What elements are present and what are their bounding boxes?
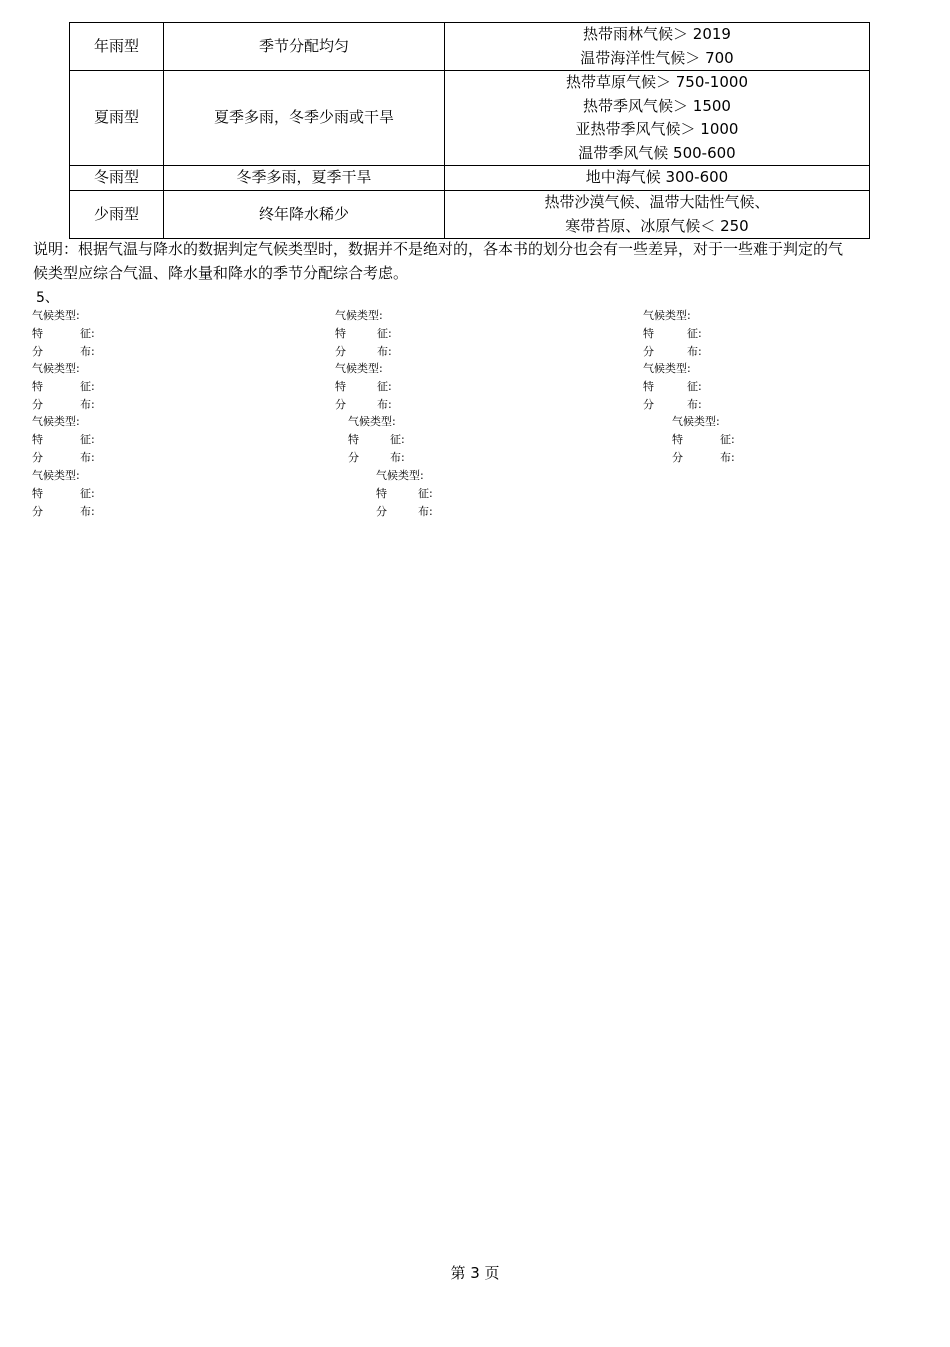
precip-type-cell: 少雨型 <box>70 191 164 239</box>
feature-label-a: 特 <box>672 433 683 446</box>
climate-entry <box>335 307 495 361</box>
feature-label-b: 征: <box>377 380 392 393</box>
climate-type-label: 气候类型: <box>643 309 691 322</box>
climate-entry <box>335 360 495 414</box>
feature-label-b: 征: <box>80 433 95 446</box>
example-line: 温带季风气候 500-600 <box>578 143 736 162</box>
page-number: 第 3 页 <box>450 1264 500 1282</box>
climate-type-label: 气候类型: <box>32 469 80 482</box>
examples-cell <box>445 71 870 166</box>
distribution-label-b: 布: <box>418 505 433 518</box>
feature-cell: 季节分配均匀 <box>164 23 445 71</box>
precipitation-type-table <box>69 22 870 239</box>
distribution-label-a: 分 <box>335 398 346 411</box>
examples-cell <box>445 23 870 71</box>
precip-type-cell: 冬雨型 <box>70 166 164 191</box>
distribution-label-b: 布: <box>377 345 392 358</box>
climate-entry <box>32 307 192 361</box>
distribution-label-a: 分 <box>643 398 654 411</box>
feature-label-b: 征: <box>418 487 433 500</box>
example-line: 热带季风气候＞ 1500 <box>583 96 731 115</box>
example-line: 热带草原气候＞ 750-1000 <box>566 73 748 91</box>
distribution-label-a: 分 <box>643 345 654 358</box>
feature-cell: 终年降水稀少 <box>164 191 445 239</box>
feature-label-a: 特 <box>376 487 387 500</box>
example-line: 地中海气候 300-600 <box>585 168 729 187</box>
climate-type-label: 气候类型: <box>335 362 383 375</box>
distribution-label-a: 分 <box>32 505 43 518</box>
feature-label-a: 特 <box>643 380 654 393</box>
feature-label-a: 特 <box>32 487 43 500</box>
distribution-label-b: 布: <box>80 345 95 358</box>
precip-type-cell: 夏雨型 <box>70 71 164 166</box>
table-row <box>70 23 870 71</box>
example-line: 热带雨林气候＞ 2019 <box>583 25 731 43</box>
climate-entry <box>32 467 192 521</box>
climate-entry-grid <box>0 307 950 527</box>
distribution-label-b: 布: <box>720 451 735 464</box>
distribution-label-b: 布: <box>80 505 95 518</box>
explanation-note: 说明：根据气温与降水的数据判定气候类型时，数据并不是绝对的，各本书的划分也会有一些差异，对于一些难于判定的气候类型应综合气温、降水量和降水的季节分配综合考虑。 <box>33 240 844 282</box>
distribution-label-b: 布: <box>687 398 702 411</box>
feature-label-a: 特 <box>335 327 346 340</box>
feature-cell: 夏季多雨，冬季少雨或干旱 <box>164 71 445 166</box>
distribution-label-b: 布: <box>687 345 702 358</box>
feature-label-b: 征: <box>80 327 95 340</box>
climate-entry <box>32 360 192 414</box>
feature-label-a: 特 <box>32 433 43 446</box>
feature-label-b: 征: <box>687 380 702 393</box>
precip-type-cell: 年雨型 <box>70 23 164 71</box>
feature-label-b: 征: <box>390 433 405 446</box>
climate-type-label: 气候类型: <box>348 415 396 428</box>
feature-label-b: 征: <box>377 327 392 340</box>
distribution-label-b: 布: <box>390 451 405 464</box>
distribution-label-a: 分 <box>376 505 387 518</box>
distribution-label-b: 布: <box>80 451 95 464</box>
table-row <box>70 71 870 166</box>
feature-label-a: 特 <box>32 327 43 340</box>
climate-type-label: 气候类型: <box>672 415 720 428</box>
example-line: 亚热带季风气候＞ 1000 <box>575 120 739 138</box>
climate-entry <box>672 413 832 467</box>
feature-label-a: 特 <box>335 380 346 393</box>
distribution-label-a: 分 <box>32 398 43 411</box>
feature-label-a: 特 <box>348 433 359 446</box>
section-number: 5、 <box>36 290 59 306</box>
distribution-label-a: 分 <box>348 451 359 464</box>
table-row <box>70 166 870 191</box>
examples-cell <box>445 166 870 191</box>
climate-type-label: 气候类型: <box>376 469 424 482</box>
feature-label-a: 特 <box>32 380 43 393</box>
distribution-label-b: 布: <box>377 398 392 411</box>
feature-label-b: 征: <box>687 327 702 340</box>
feature-label-a: 特 <box>643 327 654 340</box>
example-line: 寒带苔原、冰原气候＜ 250 <box>565 216 749 235</box>
climate-type-label: 气候类型: <box>335 309 383 322</box>
climate-type-label: 气候类型: <box>32 362 80 375</box>
examples-cell <box>445 191 870 239</box>
feature-cell: 冬季多雨，夏季干旱 <box>164 166 445 191</box>
example-line: 温带海洋性气候＞ 700 <box>580 48 734 67</box>
distribution-label-a: 分 <box>32 345 43 358</box>
climate-entry <box>348 413 508 467</box>
climate-type-label: 气候类型: <box>32 309 80 322</box>
climate-entry <box>32 413 192 467</box>
climate-type-label: 气候类型: <box>32 415 80 428</box>
feature-label-b: 征: <box>80 487 95 500</box>
feature-label-b: 征: <box>720 433 735 446</box>
climate-type-label: 气候类型: <box>643 362 691 375</box>
example-line: 热带沙漠气候、温带大陆性气候、 <box>544 193 770 211</box>
table-row <box>70 191 870 239</box>
feature-label-b: 征: <box>80 380 95 393</box>
distribution-label-a: 分 <box>335 345 346 358</box>
climate-entry <box>643 360 803 414</box>
climate-entry <box>643 307 803 361</box>
distribution-label-b: 布: <box>80 398 95 411</box>
climate-entry <box>376 467 536 521</box>
distribution-label-a: 分 <box>32 451 43 464</box>
distribution-label-a: 分 <box>672 451 683 464</box>
